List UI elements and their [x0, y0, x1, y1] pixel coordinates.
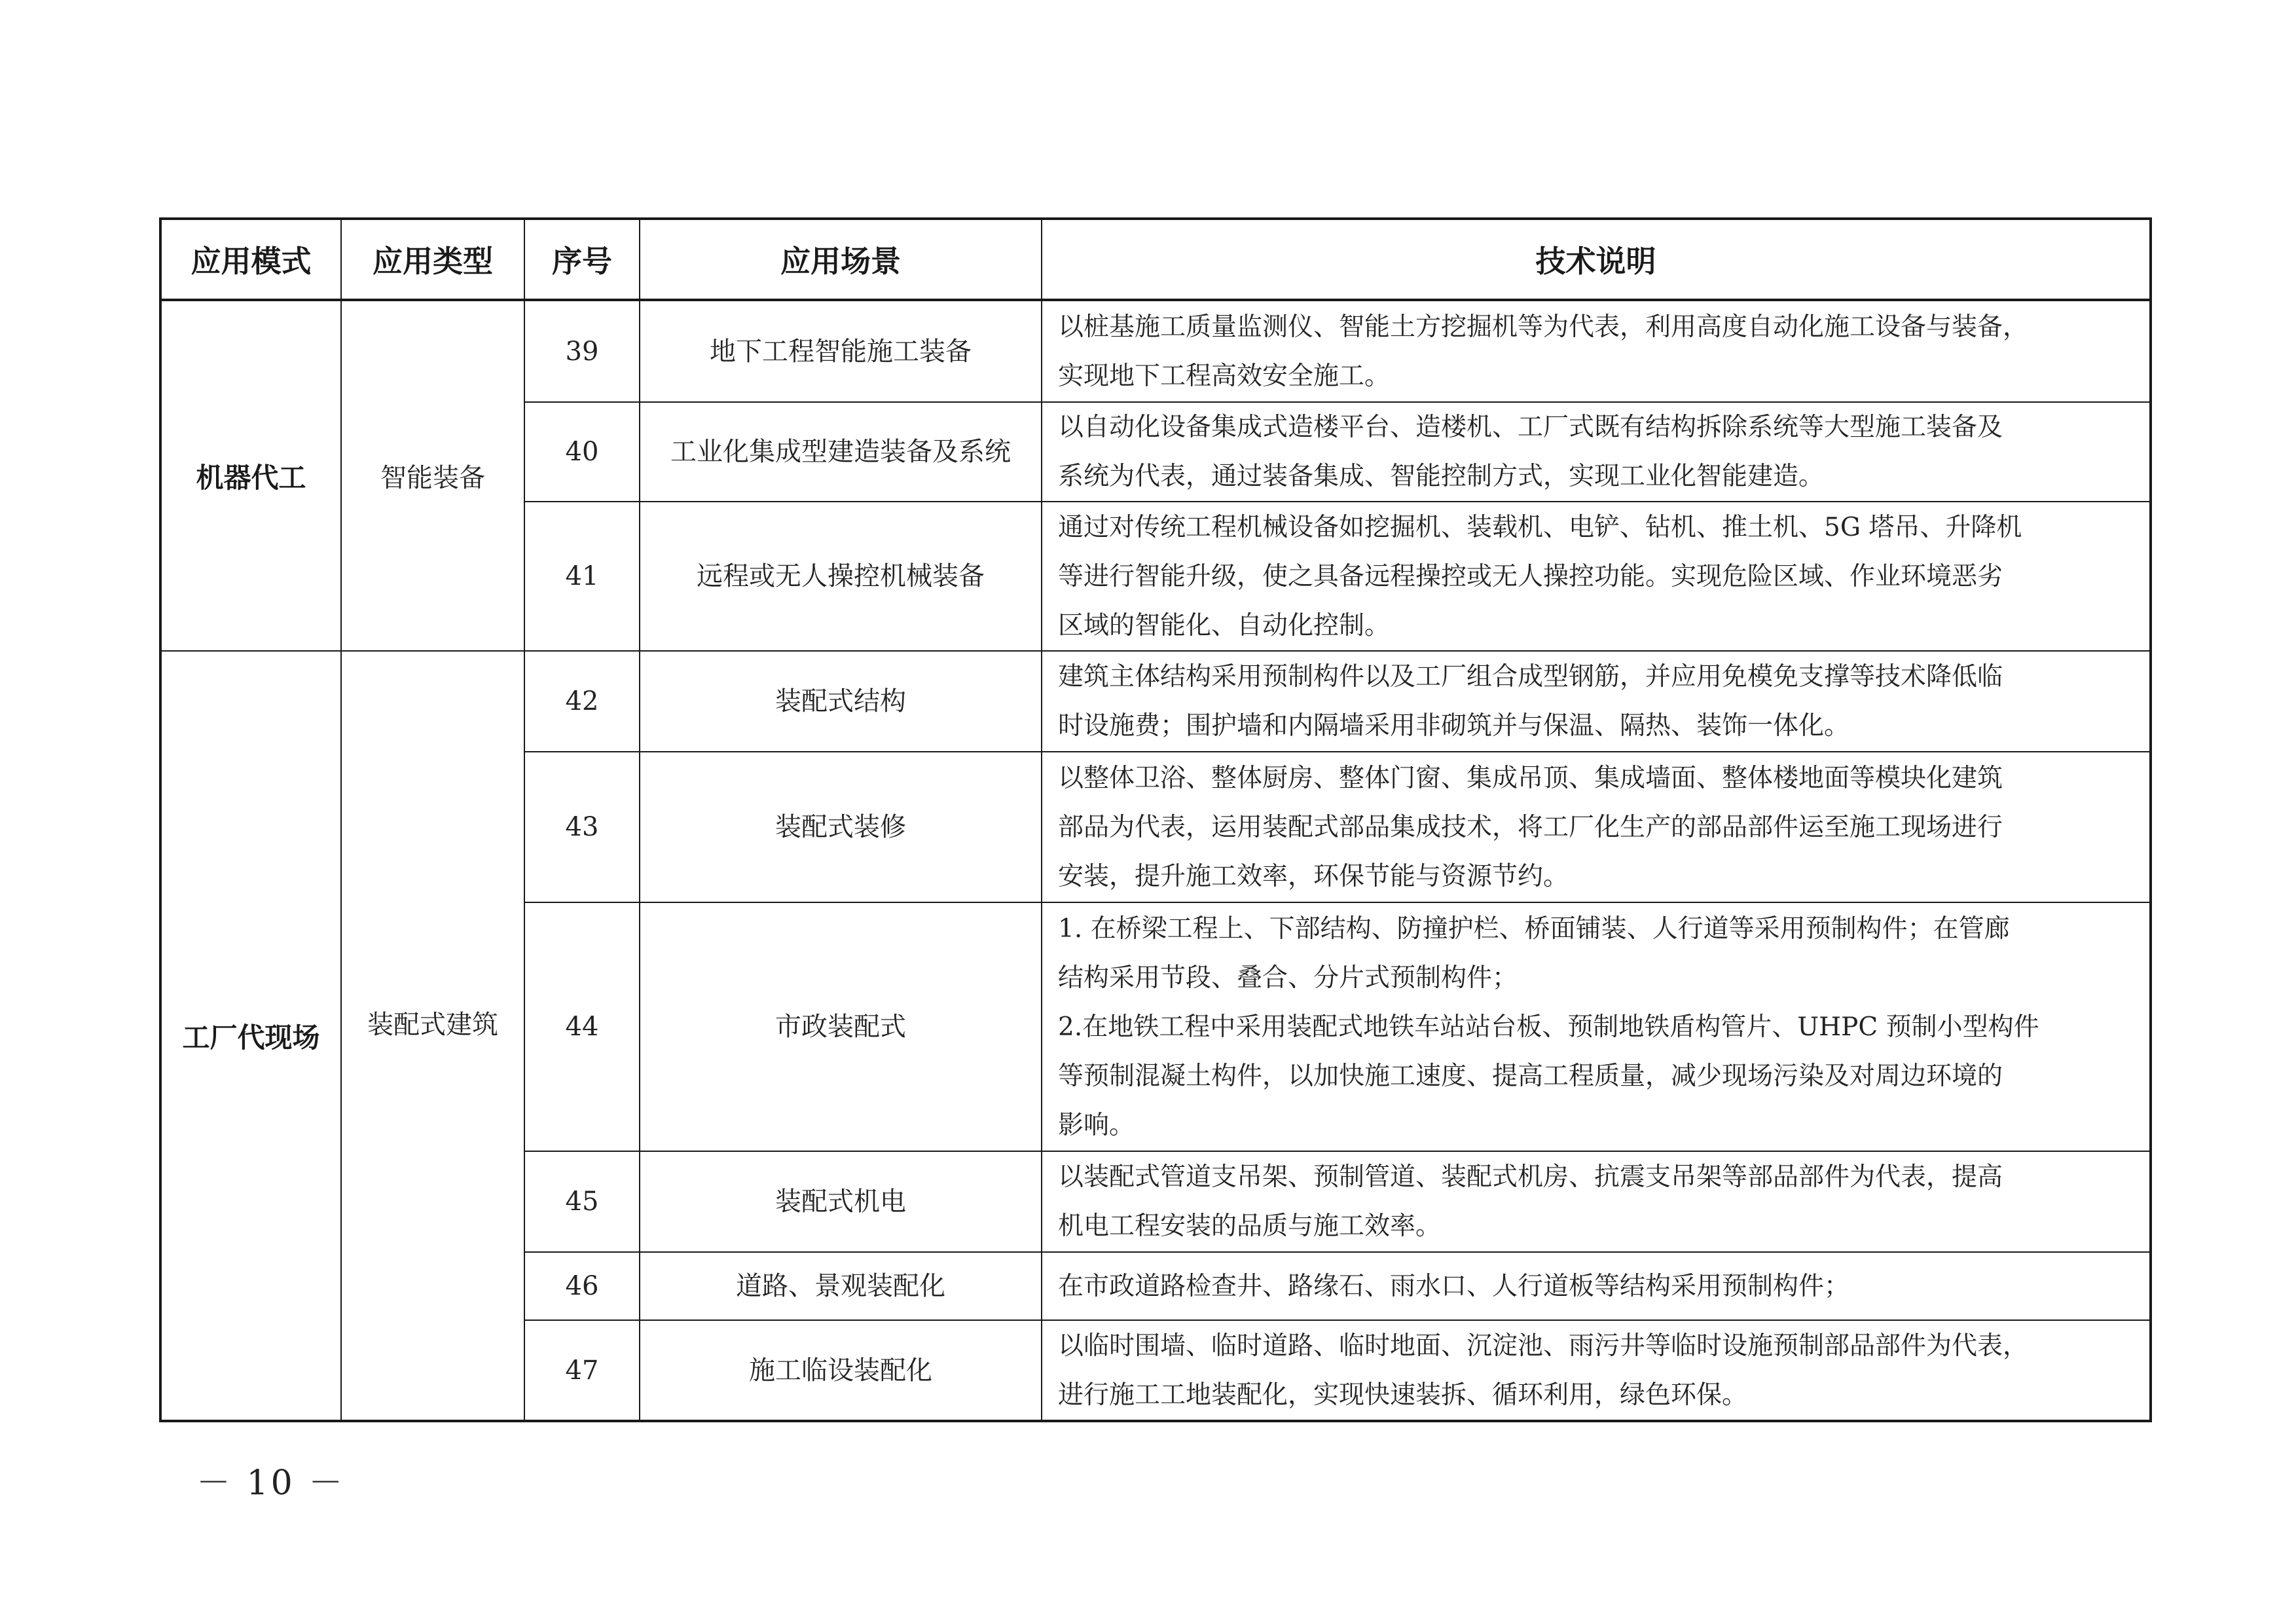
description-cell: [1042, 651, 2151, 752]
description-cell: [1042, 300, 2151, 402]
header-application-type: 应用类型: [341, 219, 524, 300]
description-cell: [1042, 402, 2151, 502]
serial-cell: 46: [524, 1252, 640, 1320]
serial-cell: 41: [524, 502, 640, 651]
mode-cell: 工厂代现场: [160, 651, 341, 1421]
description-cell: [1042, 1151, 2151, 1252]
scene-cell: 装配式结构: [640, 651, 1042, 752]
description-line: 以桩基施工质量监测仪、智能土方挖掘机等为代表，利用高度自动化施工设备与装备，: [1058, 312, 2029, 342]
header-serial-number: 序号: [524, 219, 640, 300]
description-line: 结构采用节段、叠合、分片式预制构件；: [1058, 963, 1518, 993]
mode-cell: 机器代工: [160, 300, 341, 651]
scene-cell: 市政装配式: [640, 902, 1042, 1151]
scene-cell: 施工临设装配化: [640, 1320, 1042, 1421]
description-line: 2.在地铁工程中采用装配式地铁车站站台板、预制地铁盾构管片、UHPC 预制小型构件: [1058, 1012, 2039, 1042]
serial-cell: 44: [524, 902, 640, 1151]
table-row: [160, 651, 2151, 752]
description-line: 机电工程安装的品质与施工效率。: [1058, 1211, 1442, 1241]
technology-table: [159, 217, 2152, 1422]
table-row: [160, 300, 2151, 402]
description-line: 系统为代表，通过装备集成、智能控制方式，实现工业化智能建造。: [1058, 462, 1825, 491]
type-cell: 智能装备: [341, 300, 524, 651]
header-application-scene: 应用场景: [640, 219, 1042, 300]
header-technical-description: 技术说明: [1042, 219, 2151, 300]
description-line: 建筑主体结构采用预制构件以及工厂组合成型钢筋，并应用免模免支撑等技术降低临: [1058, 662, 2003, 692]
description-line: 进行施工工地装配化，实现快速装拆、循环利用，绿色环保。: [1058, 1380, 1748, 1410]
description-line: 实现地下工程高效安全施工。: [1058, 361, 1391, 391]
serial-cell: 43: [524, 752, 640, 902]
description-cell: [1042, 502, 2151, 651]
header-application-mode: 应用模式: [160, 219, 341, 300]
scene-cell: 道路、景观装配化: [640, 1252, 1042, 1320]
description-line: 时设施费；围护墙和内隔墙采用非砌筑并与保温、隔热、装饰一体化。: [1058, 711, 1850, 741]
description-cell: [1042, 752, 2151, 902]
page-number: － 10 －: [196, 1464, 346, 1503]
description-line: 通过对传统工程机械设备如挖掘机、装载机、电铲、钻机、推土机、5G 塔吊、升降机: [1058, 512, 2022, 542]
description-line: 1. 在桥梁工程上、下部结构、防撞护栏、桥面铺装、人行道等采用预制构件；在管廊: [1058, 913, 2010, 944]
serial-cell: 42: [524, 651, 640, 752]
scene-cell: 工业化集成型建造装备及系统: [640, 402, 1042, 502]
description-line: 区域的智能化、自动化控制。: [1058, 610, 1391, 640]
scene-cell: 装配式机电: [640, 1151, 1042, 1252]
scene-cell: 地下工程智能施工装备: [640, 300, 1042, 402]
description-cell: [1042, 902, 2151, 1151]
description-line: 安装，提升施工效率，环保节能与资源节约。: [1058, 861, 1569, 891]
serial-cell: 40: [524, 402, 640, 502]
description-line: 以自动化设备集成式造楼平台、造楼机、工厂式既有结构拆除系统等大型施工装备及: [1058, 413, 2003, 442]
scene-cell: 远程或无人操控机械装备: [640, 502, 1042, 651]
serial-cell: 47: [524, 1320, 640, 1421]
description-line: 以临时围墙、临时道路、临时地面、沉淀池、雨污井等临时设施预制部品部件为代表，: [1058, 1331, 2029, 1361]
description-cell: [1042, 1320, 2151, 1421]
type-cell: 装配式建筑: [341, 651, 524, 1421]
description-line: 部品为代表，运用装配式部品集成技术，将工厂化生产的部品部件运至施工现场进行: [1058, 812, 2003, 842]
description-line: 等进行智能升级，使之具备远程操控或无人操控功能。实现危险区域、作业环境恶劣: [1058, 561, 2003, 591]
description-line: 以装配式管道支吊架、预制管道、装配式机房、抗震支吊架等部品部件为代表，提高: [1058, 1162, 2003, 1192]
table-header-row: [160, 219, 2151, 300]
description-cell: [1042, 1252, 2151, 1320]
description-line: 以整体卫浴、整体厨房、整体门窗、集成吊顶、集成墙面、整体楼地面等模块化建筑: [1058, 763, 2003, 793]
scene-cell: 装配式装修: [640, 752, 1042, 902]
description-line: 影响。: [1058, 1110, 1135, 1140]
description-line: 在市政道路检查井、路缘石、雨水口、人行道板等结构采用预制构件；: [1058, 1271, 1850, 1301]
description-line: 等预制混凝土构件，以加快施工速度、提高工程质量，减少现场污染及对周边环境的: [1058, 1061, 2003, 1091]
serial-cell: 39: [524, 300, 640, 402]
serial-cell: 45: [524, 1151, 640, 1252]
